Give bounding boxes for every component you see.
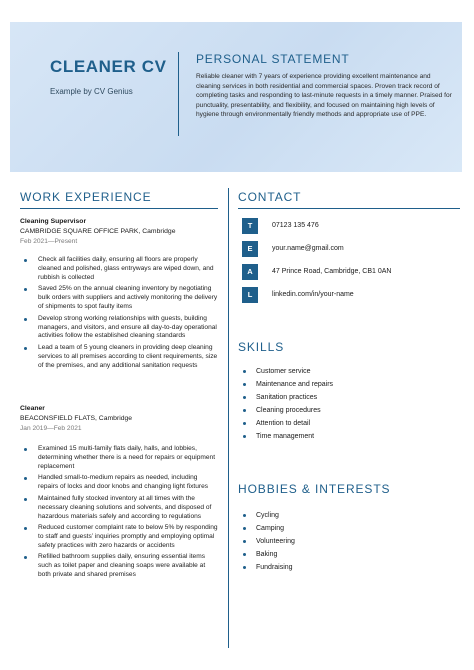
job-dates: Feb 2021—Present [20,238,78,245]
bullet-icon [24,318,27,321]
list-item [20,524,218,551]
list-item [240,549,460,562]
bullet-icon [24,448,27,451]
list-item [20,285,218,312]
contact-linkedin-text[interactable]: linkedin.com/in/your-name [272,291,354,298]
hobby-text: Camping [256,525,285,532]
contact-rule [238,208,460,209]
list-item [240,418,460,431]
bullet-icon [243,527,246,530]
bullet-text: Saved 25% on the annual cleaning inventory by negotiating bulk orders with suppliers and actively monitoring the delivery of shipments to spot faulty items [38,285,218,311]
bullet-text: Examined 15 multi-family flats daily, halls, and lobbies, determining whether there is a need for repairs or equipment replacement [38,445,216,470]
header-band [10,22,462,172]
bullet-icon [243,370,246,373]
skills-heading: SKILLS [238,340,285,354]
bullet-icon [24,288,27,291]
bullet-text: Maintained fully stocked inventory at all times with the necessary cleaning solutions and solvents, and disposed of hazardous materials safely and according to regulations [38,494,212,520]
bullet-icon [24,527,27,530]
skill-text: Time management [256,433,315,440]
work-experience-rule [20,208,218,209]
list-item [240,536,460,549]
contact-phone [242,218,462,234]
contact-heading: CONTACT [238,190,302,204]
skill-text: Attention to detail [256,420,311,427]
personal-statement-text: Reliable cleaner with 7 years of experience providing excellent maintenance and cleaning services in both residential and commercial spaces. Proven track record of completing tasks and responding to last-minute requests in a timely manner. Praised for punctuality, presentability, and flexibility, and focused on maintaining high levels of hygiene through environmentally friendly methods and appropriate use of PPE. [196,73,452,119]
list-item [240,366,460,379]
contact-linkedin[interactable] [242,287,462,303]
list-item [240,562,460,575]
hobbies-heading: HOBBIES & INTERESTS [238,482,391,496]
contact-address [242,264,462,280]
phone-icon: T [242,218,258,234]
list-item [240,431,460,444]
bullet-text: Refilled bathroom supplies daily, ensuring essential items such as toilet paper and cleaning soaps were available at both private and shared premises [38,553,206,579]
list-item [20,256,218,283]
bullet-icon [243,553,246,556]
hobby-text: Baking [256,551,278,558]
bullet-text: Develop strong working relationships with guests, building managers, and visitors, and ensure all day-to-day operational activities follow the established cleaning standards [38,314,217,340]
bullet-text: Reduced customer complaint rate to below 5% by responding to staff and guests’ inquiries promptly and employing optimal safety practices with zero hazards or accidents [38,524,218,549]
hobby-text: Cycling [256,512,279,519]
skill-text: Customer service [256,368,311,375]
hobby-text: Fundraising [256,564,293,571]
list-item [20,553,218,580]
cv-byline: Example by CV Genius [50,87,133,96]
list-item [20,315,218,342]
list-item [240,510,460,523]
job-company: CAMBRIDGE SQUARE OFFICE PARK, Cambridge [20,228,176,235]
bullet-text: Check all facilities daily, ensuring all floors are properly cleaned and polished, glass entryways are wiped down, and rubbish is collected [38,256,214,281]
job-dates: Jan 2019—Feb 2021 [20,425,82,432]
list-item [20,474,218,492]
bullet-icon [24,259,27,262]
address-icon: A [242,264,258,280]
bullet-icon [24,498,27,501]
list-item [240,392,460,405]
bullet-icon [243,566,246,569]
hobby-text: Volunteering [256,538,295,545]
bullet-icon [24,347,27,350]
personal-statement-heading: PERSONAL STATEMENT [196,52,350,66]
bullet-icon [243,396,246,399]
job-bullets [20,445,218,583]
cv-title: CLEANER CV [50,57,167,76]
bullet-icon [243,514,246,517]
skills-list [240,366,460,444]
column-divider [228,188,229,648]
bullet-text: Lead a team of 5 young cleaners in providing deep cleaning services to all premises according to client requirements, size of the premises, and any additional sanitation requests [38,343,218,369]
bullet-icon [243,540,246,543]
bullet-icon [243,435,246,438]
list-item [20,495,218,522]
contact-phone-text: 07123 135 476 [272,222,319,229]
skill-text: Sanitation practices [256,394,318,401]
list-item [240,405,460,418]
job-company: BEACONSFIELD FLATS, Cambridge [20,415,133,422]
hobbies-list [240,510,460,575]
bullet-text: Handled small-to-medium repairs as needed, including repairs of locks and door knobs and changing light fixtures [38,474,209,491]
list-item [20,445,218,472]
list-item [240,379,460,392]
skill-text: Cleaning procedures [256,407,321,414]
bullet-icon [243,422,246,425]
bullet-icon [243,409,246,412]
contact-email-text[interactable]: your.name@gmail.com [272,245,344,252]
job-title: Cleaner [20,405,45,412]
email-icon: E [242,241,258,257]
contact-address-text: 47 Prince Road, Cambridge, CB1 0AN [272,268,392,275]
header-divider [178,52,179,136]
bullet-icon [24,556,27,559]
list-item [240,523,460,536]
work-experience-heading: WORK EXPERIENCE [20,190,152,204]
job-title: Cleaning Supervisor [20,218,87,225]
bullet-icon [243,383,246,386]
job-bullets [20,256,218,373]
bullet-icon [24,477,27,480]
linkedin-icon: L [242,287,258,303]
skill-text: Maintenance and repairs [256,381,334,388]
list-item [20,344,218,371]
contact-email[interactable] [242,241,462,257]
